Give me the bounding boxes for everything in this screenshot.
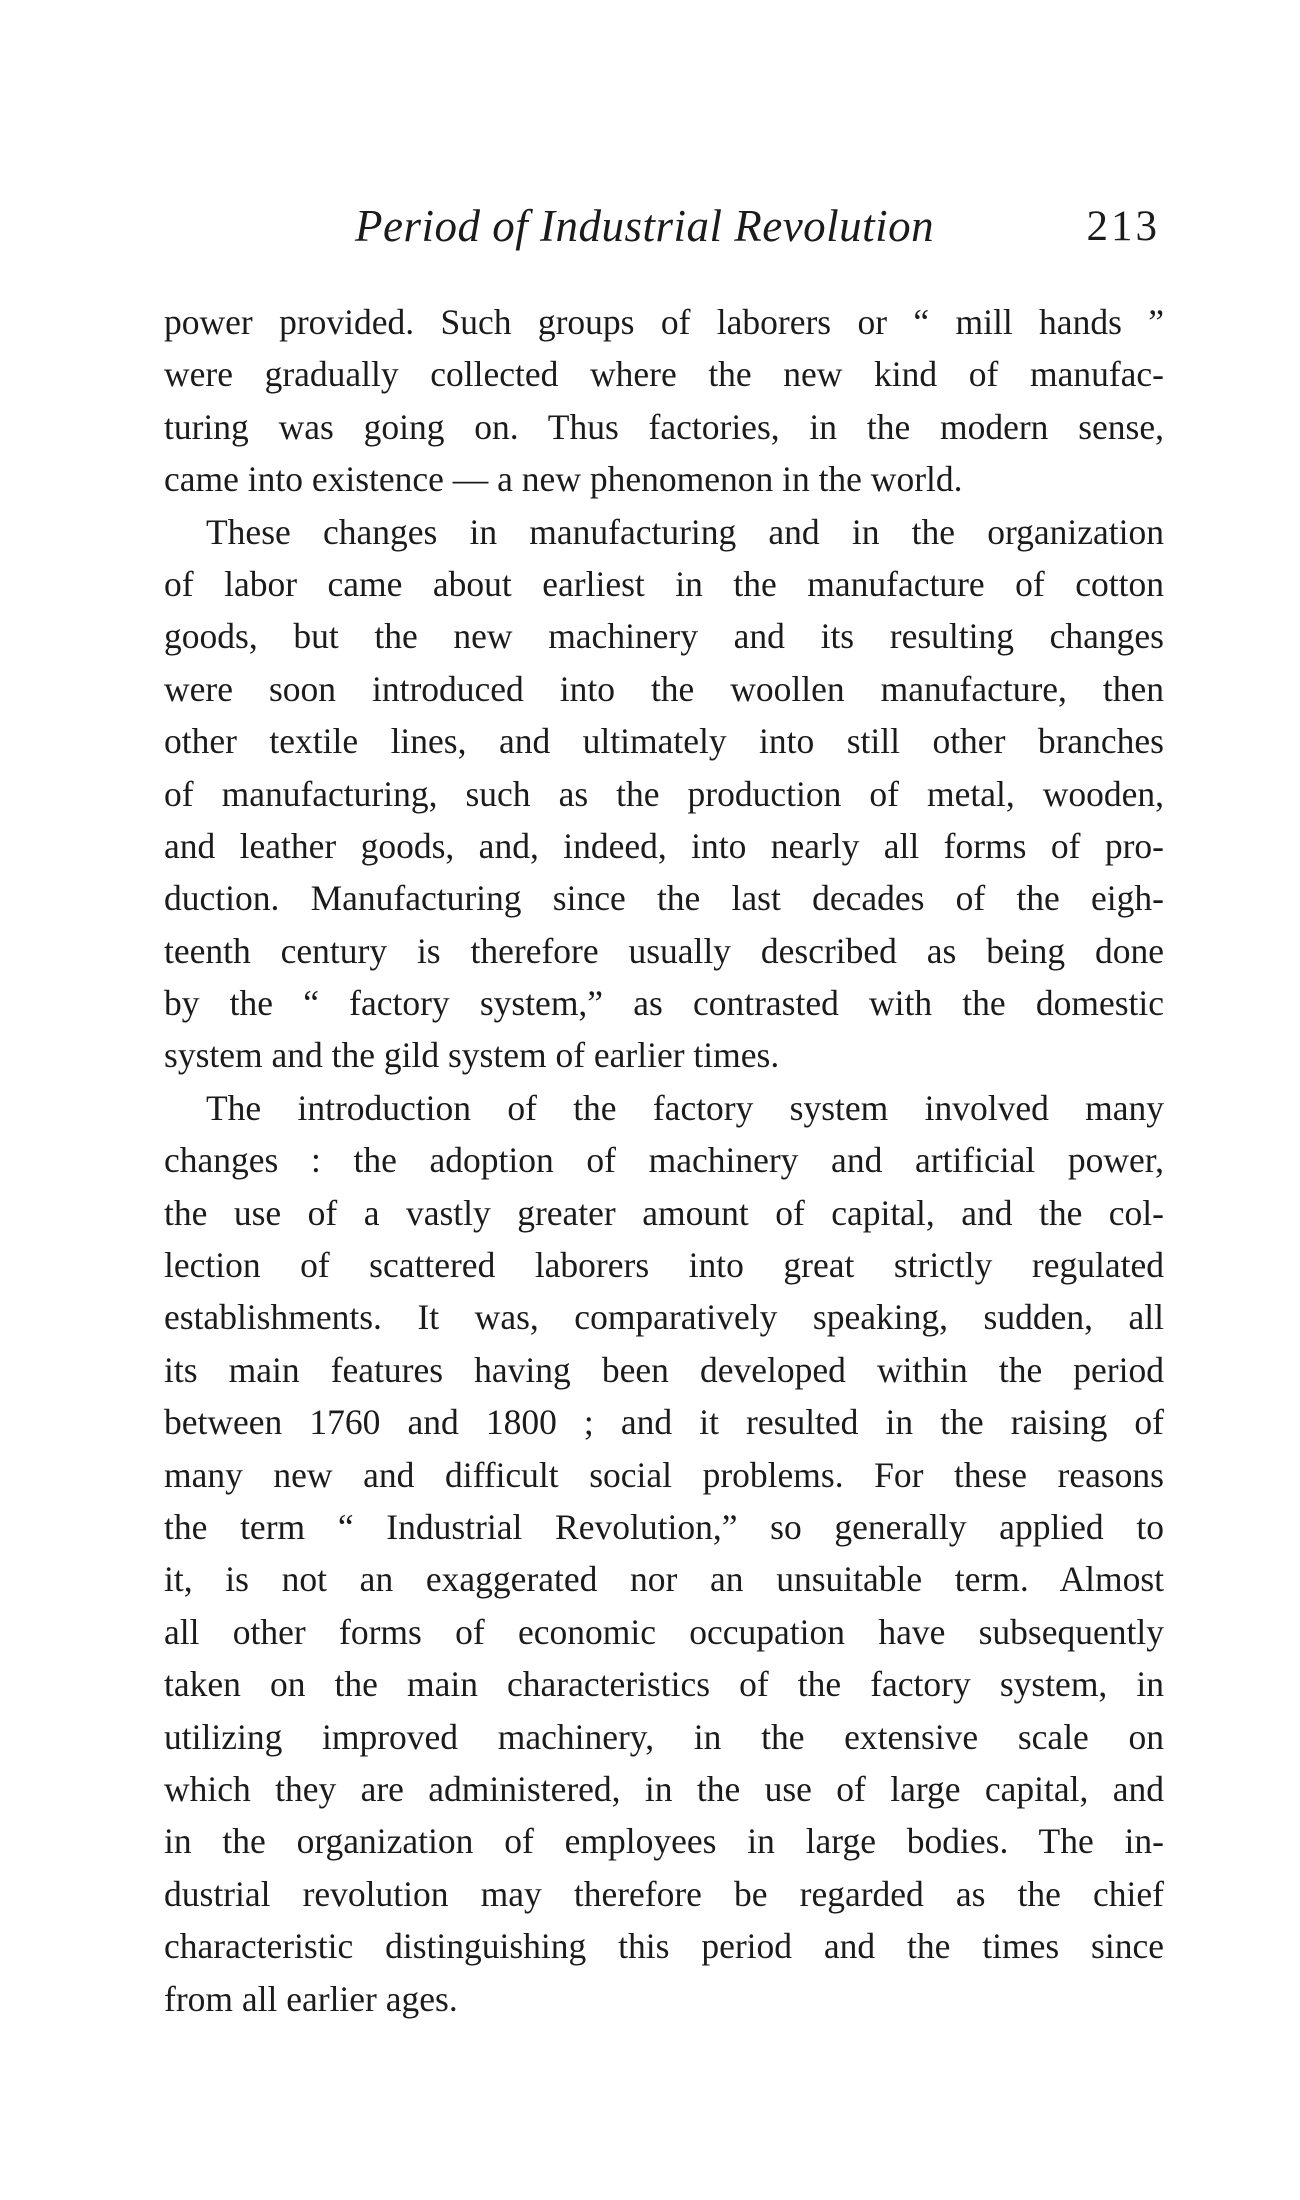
text-line: were soon introduced into the woollen manufacture, then xyxy=(164,668,1164,709)
paragraph-3 xyxy=(164,1082,1164,2025)
text-line: from all earlier ages. xyxy=(164,1978,458,2019)
text-line: it, is not an exaggerated nor an unsuitable term. Almost xyxy=(164,1559,1164,1600)
text-line: characteristic distinguishing this period and the times since xyxy=(164,1926,1164,1967)
text-line: were gradually collected where the new kind of manufac- xyxy=(164,354,1164,395)
text-line: taken on the main characteristics of the factory system, in xyxy=(164,1664,1164,1705)
paragraph-1 xyxy=(164,296,1164,506)
text-line: The introduction of the factory system involved many xyxy=(206,1087,1164,1128)
text-line: many new and difficult social problems. For these reasons xyxy=(164,1454,1164,1495)
text-line: other textile lines, and ultimately into still other branches xyxy=(164,721,1164,762)
text-line: lection of scattered laborers into great strictly regulated xyxy=(164,1245,1164,1286)
text-line: came into existence — a new phenomenon in the world. xyxy=(164,459,963,500)
text-line: These changes in manufacturing and in the organization xyxy=(206,511,1164,552)
text-line: dustrial revolution may therefore be regarded as the chief xyxy=(164,1873,1164,1914)
text-line: power provided. Such groups of laborers or “ mill hands ” xyxy=(164,302,1164,342)
running-title: Period of Industrial Revolution xyxy=(355,201,935,251)
text-line: of manufacturing, such as the production of metal, wooden, xyxy=(164,773,1164,814)
body-text xyxy=(164,296,1164,2025)
text-line: between 1760 and 1800 ; and it resulted in the raising of xyxy=(164,1402,1164,1443)
text-line: its main features having been developed within the period xyxy=(164,1349,1164,1390)
paragraph-2 xyxy=(164,506,1164,1082)
text-line: the use of a vastly greater amount of capital, and the col- xyxy=(164,1192,1164,1233)
text-line: which they are administered, in the use of large capital, and xyxy=(164,1768,1164,1809)
text-line: the term “ Industrial Revolution,” so generally applied to xyxy=(164,1506,1164,1547)
text-line: all other forms of economic occupation have subsequently xyxy=(164,1611,1164,1652)
text-line: turing was going on. Thus factories, in the modern sense, xyxy=(164,406,1164,447)
page-number: 213 xyxy=(1086,203,1160,250)
running-head xyxy=(160,200,1160,260)
text-line: establishments. It was, comparatively speaking, sudden, all xyxy=(164,1297,1164,1338)
text-line: by the “ factory system,” as contrasted with the domestic xyxy=(164,983,1164,1024)
text-line: teenth century is therefore usually described as being done xyxy=(164,930,1164,971)
text-line: goods, but the new machinery and its resulting changes xyxy=(164,616,1164,657)
text-line: duction. Manufacturing since the last decades of the eigh- xyxy=(164,878,1164,919)
text-line: in the organization of employees in large bodies. The in- xyxy=(164,1821,1164,1862)
text-line: system and the gild system of earlier times. xyxy=(164,1035,780,1076)
text-line: of labor came about earliest in the manufacture of cotton xyxy=(164,563,1164,604)
text-line: utilizing improved machinery, in the extensive scale on xyxy=(164,1716,1164,1757)
text-line: and leather goods, and, indeed, into nearly all forms of pro- xyxy=(164,825,1164,866)
text-line: changes : the adoption of machinery and artificial power, xyxy=(164,1140,1164,1181)
